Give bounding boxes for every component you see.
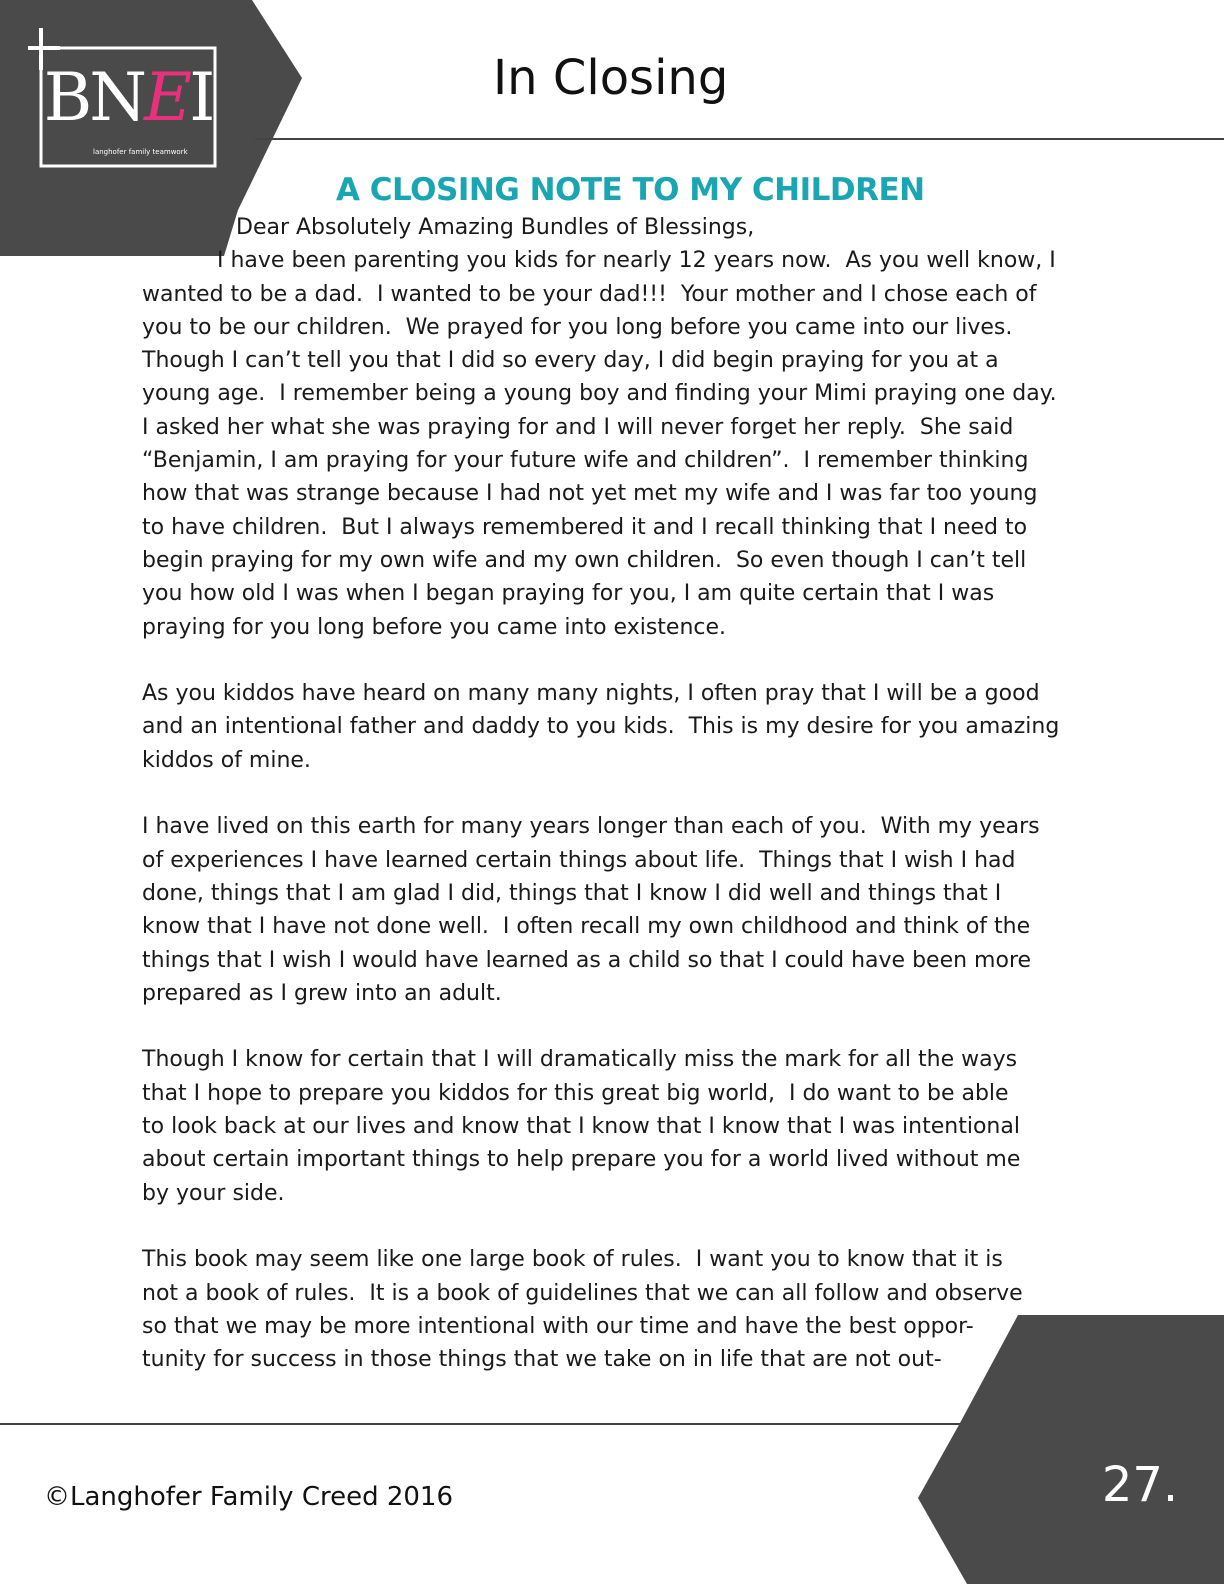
letter-body [142, 211, 1082, 1376]
copyright-text: ©Langhofer Family Creed 2016 [44, 1482, 454, 1512]
text-line: know that I have not done well. I often recall my own childhood and think of the [142, 914, 1031, 940]
text-line: so that we may be more intentional with our time and have the best oppor- [142, 1313, 974, 1339]
letter-salutation: Dear Absolutely Amazing Bundles of Blessings, [236, 215, 755, 240]
text-line: to have children. But I always remembered it and I recall thinking that I need to [142, 514, 1028, 540]
text-line: praying for you long before you came into existence. [142, 614, 727, 640]
text-line: you to be our children. We prayed for you long before you came into our lives. [142, 314, 1013, 340]
logo-wordmark: BNEI [43, 59, 213, 136]
text-line: This book may seem like one large book of rules. I want you to know that it is [142, 1247, 1003, 1273]
text-line: wanted to be a dad. I wanted to be your dad!!! Your mother and I chose each of [142, 281, 1037, 307]
footer-divider [0, 1423, 968, 1425]
text-line: Though I know for certain that I will dramatically miss the mark for all the ways [142, 1047, 1018, 1073]
page-number: 27. [1101, 1457, 1179, 1513]
text-line: that I hope to prepare you kiddos for this great big world, I do want to be able [142, 1080, 1009, 1106]
text-line: As you kiddos have heard on many many nights, I often pray that I will be a good [142, 681, 1040, 707]
paragraph-4 [142, 1043, 1082, 1209]
paragraph-2 [142, 677, 1082, 777]
text-line: I have been parenting you kids for nearly 12 years now. As you well know, I [217, 248, 1056, 274]
page-number-tab [915, 1315, 1224, 1584]
text-line: kiddos of mine. [142, 747, 311, 773]
header-divider [255, 138, 1224, 140]
paragraph-1 [142, 244, 1082, 644]
text-line: things that I wish I would have learned as a child so that I could have been more [142, 947, 1032, 973]
text-line: to look back at our lives and know that I know that I know that I was intentional [142, 1114, 1020, 1140]
brand-logo[interactable] [41, 50, 215, 166]
section-heading: A CLOSING NOTE TO MY CHILDREN [336, 172, 925, 208]
text-line: Though I can’t tell you that I did so every day, I did begin praying for you at a [142, 348, 999, 374]
text-line: and an intentional father and daddy to you kids. This is my desire for you amazing [142, 714, 1060, 740]
text-line: begin praying for my own wife and my own children. So even though I can’t tell [142, 547, 1027, 573]
text-line: of experiences I have learned certain things about life. Things that I wish I had [142, 847, 1016, 873]
text-line: tunity for success in those things that we take on in life that are not out- [142, 1347, 942, 1373]
text-line: young age. I remember being a young boy and finding your Mimi praying one day. [142, 381, 1057, 407]
logo-tagline: langhofer family teamwork [93, 148, 188, 156]
text-line: not a book of rules. It is a book of guidelines that we can all follow and observe [142, 1280, 1023, 1306]
text-line: “Benjamin, I am praying for your future wife and children”. I remember thinking [142, 448, 1029, 474]
text-line: I have lived on this earth for many years longer than each of you. With my years [142, 814, 1040, 840]
text-line: you how old I was when I began praying for you, I am quite certain that I was [142, 581, 995, 607]
page-title: In Closing [493, 50, 729, 106]
text-line: done, things that I am glad I did, things that I know I did well and things that I [142, 880, 1002, 906]
text-line: I asked her what she was praying for and I will never forget her reply. She said [142, 414, 1014, 440]
text-line: prepared as I grew into an adult. [142, 980, 502, 1006]
text-line: about certain important things to help prepare you for a world lived without me [142, 1147, 1021, 1173]
text-line: how that was strange because I had not yet met my wife and I was far too young [142, 481, 1038, 507]
text-line: by your side. [142, 1180, 285, 1206]
paragraph-3 [142, 810, 1082, 1010]
